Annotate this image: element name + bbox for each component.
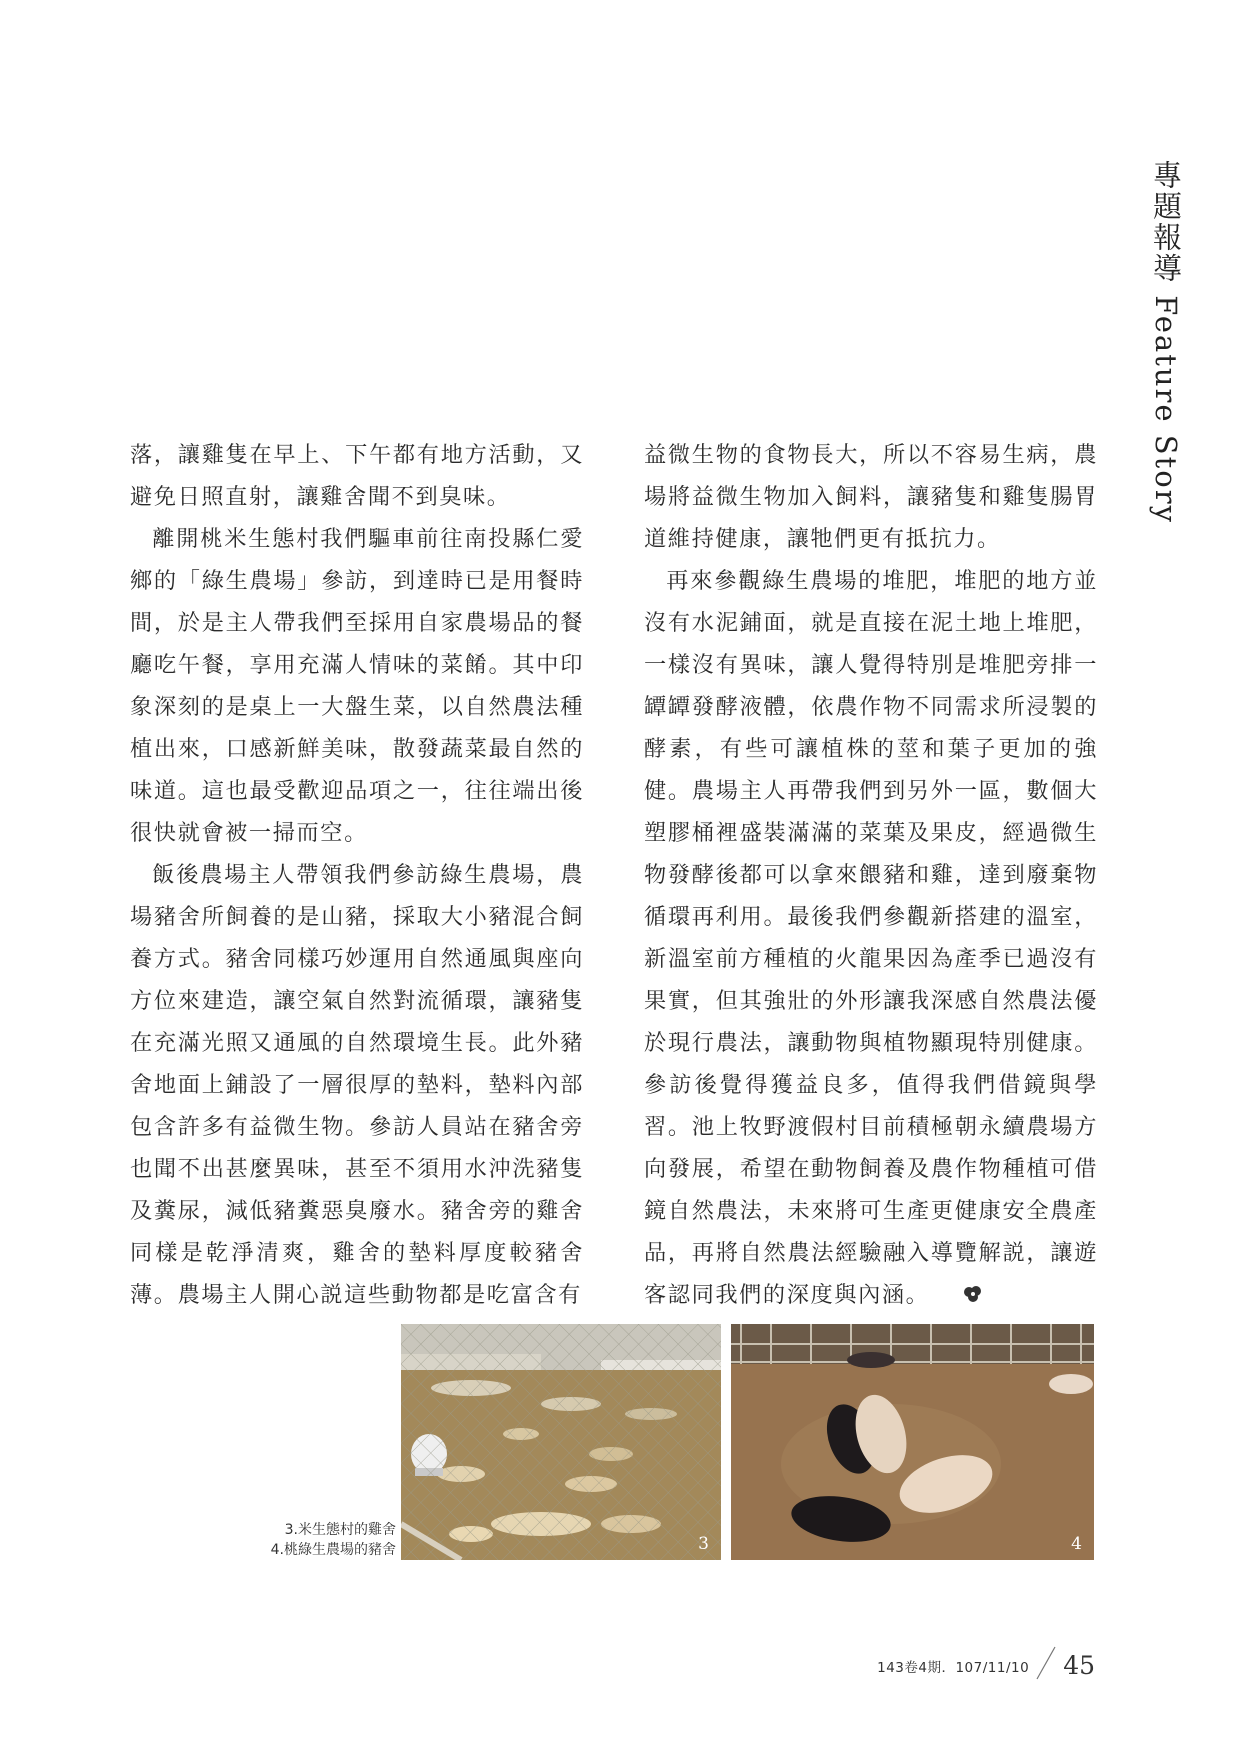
page-footer	[877, 1640, 1095, 1680]
photo-number-3: 3	[698, 1534, 709, 1554]
left-paragraph-2: 離開桃米生態村我們驅車前往南投縣仁愛鄉的「綠生農場」參訪，到達時已是用餐時間，於是主人帶我們至採用自家農場品的餐廳吃午餐，享用充滿人情味的菜餚。其中印象深刻的是桌上一大盤生菜，以自然農法種植出來，口感新鮮美味，散發蔬菜最自然的味道。這也最受歡迎品項之一，往往端出後很快就會被一掃而空。	[130, 526, 584, 846]
photo-captions	[236, 1520, 396, 1560]
photo-caption-3: 3.米生態村的雞舍	[284, 1522, 396, 1538]
photo-number-4: 4	[1071, 1534, 1082, 1554]
pig-pen-photo	[731, 1324, 1094, 1560]
right-column	[644, 434, 1098, 1317]
photo-caption-4: 4.桃綠生農場的豬舍	[270, 1542, 396, 1558]
page-number: 45	[1063, 1651, 1095, 1680]
left-paragraph-3: 飯後農場主人帶領我們參訪綠生農場，農場豬舍所飼養的是山豬，採取大小豬混合飼養方式。豬舍同樣巧妙運用自然通風與座向方位來建造，讓空氣自然對流循環，讓豬隻在充滿光照又通風的自然環境生長。此外豬舍地面上鋪設了一層很厚的墊料，墊料內部包含許多有益微生物。參訪人員站在豬舍旁也聞不出甚麼異味，甚至不須用水沖洗豬隻及糞尿，減低豬糞惡臭廢水。豬舍旁的雞舍同樣是乾淨清爽，雞舍的墊料厚度較豬舍薄。農場主人開心説這些動物都是吃富含有	[130, 862, 584, 1308]
issue-info: 143卷4期．107/11/10	[877, 1660, 1030, 1676]
section-title: 專題報導 Feature Story	[1149, 160, 1183, 525]
end-mark-icon	[939, 1275, 983, 1317]
left-paragraph-1: 落，讓雞隻在早上、下午都有地方活動，又避免日照直射，讓雞舍聞不到臭味。	[130, 442, 584, 510]
right-paragraph-2	[644, 560, 1098, 1317]
right-paragraph-2-text: 再來參觀綠生農場的堆肥，堆肥的地方並沒有水泥鋪面，就是直接在泥土地上堆肥，一樣沒有異味，讓人覺得特別是堆肥旁排一罈罈發酵液體，依農作物不同需求所浸製的酵素，有些可讓植株的莖和葉子更加的強健。農場主人再帶我們到另外一區，數個大塑膠桶裡盛裝滿滿的菜葉及果皮，經過微生物發酵後都可以拿來餵豬和雞，達到廢棄物循環再利用。最後我們參觀新搭建的溫室，新溫室前方種植的火龍果因為產季已過沒有果實，但其強壯的外形讓我深感自然農法優於現行農法，讓動物與植物顯現特別健康。參訪後覺得獲益良多，值得我們借鏡與學習。池上牧野渡假村目前積極朝永續農場方向發展，希望在動物飼養及農作物種植可借鏡自然農法，未來將可生產更健康安全農產品，再將自然農法經驗融入導覽解説，讓遊客認同我們的深度與內涵。	[644, 568, 1098, 1308]
slash-divider-icon	[1035, 1646, 1057, 1680]
left-column	[130, 434, 584, 1316]
chicken-coop-photo	[401, 1324, 721, 1560]
right-paragraph-1: 益微生物的食物長大，所以不容易生病，農場將益微生物加入飼料，讓豬隻和雞隻腸胃道維持健康，讓牠們更有抵抗力。	[644, 442, 1098, 552]
